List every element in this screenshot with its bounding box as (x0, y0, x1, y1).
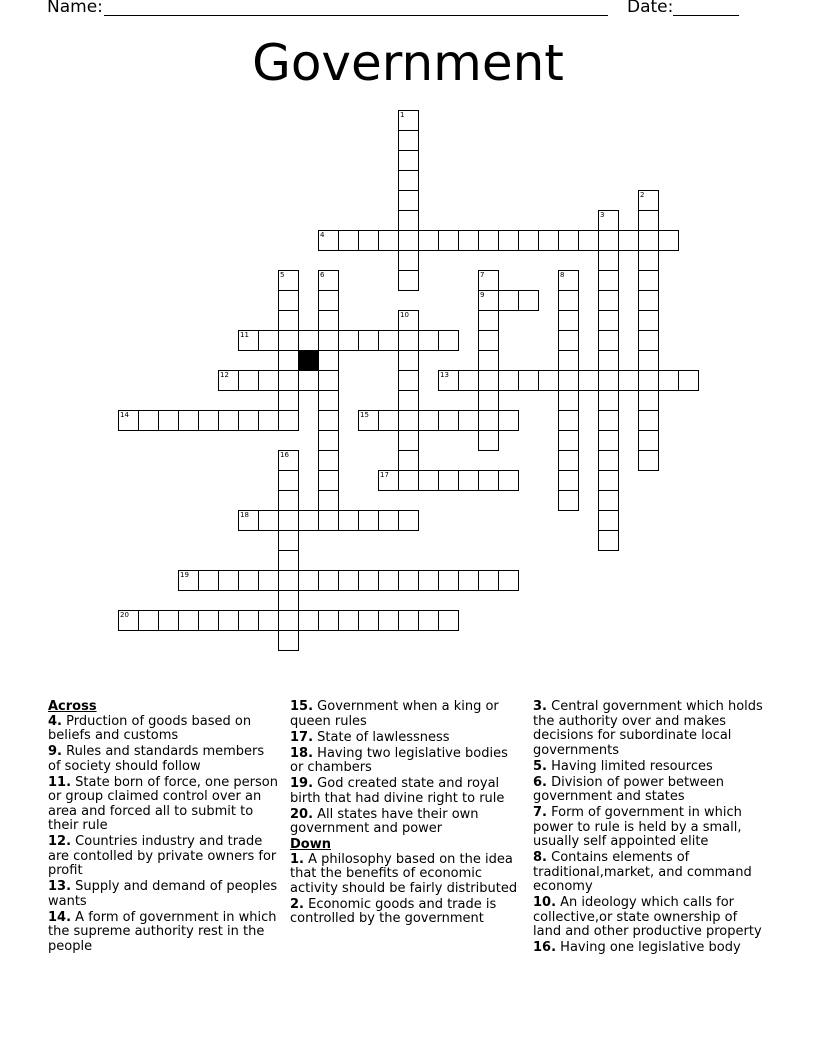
grid-cell[interactable] (438, 610, 459, 631)
grid-cell[interactable] (558, 450, 579, 471)
grid-cell[interactable] (338, 510, 359, 531)
grid-number: 10 (400, 311, 409, 319)
grid-cell[interactable] (498, 470, 519, 491)
grid-cell[interactable] (318, 410, 339, 431)
grid-cell[interactable] (598, 310, 619, 331)
grid-number: 19 (180, 571, 189, 579)
grid-cell[interactable] (458, 410, 479, 431)
grid-cell[interactable] (558, 310, 579, 331)
grid-cell[interactable] (198, 410, 219, 431)
grid-cell[interactable] (278, 470, 299, 491)
grid-cell[interactable] (158, 610, 179, 631)
grid-cell[interactable] (438, 570, 459, 591)
clue-number: 5. (533, 758, 547, 774)
clue-number: 16. (533, 940, 557, 955)
grid-cell[interactable] (598, 450, 619, 471)
grid-cell[interactable] (378, 610, 399, 631)
grid-cell[interactable] (358, 570, 379, 591)
grid-cell[interactable] (598, 230, 619, 251)
clue-text: Contains elements of traditional,market, and command economy (533, 850, 752, 894)
grid-number: 20 (120, 611, 129, 619)
grid-cell[interactable] (318, 310, 339, 331)
grid-cell[interactable] (178, 610, 199, 631)
grid-number: 13 (440, 371, 449, 379)
grid-number: 18 (240, 511, 249, 519)
grid-cell[interactable] (278, 630, 299, 651)
grid-cell[interactable] (558, 350, 579, 371)
clue-text: An ideology which calls for collective,or state ownership of land and other productive property (533, 895, 762, 939)
clue-number: 4. (48, 713, 62, 729)
clue-text: Government when a king or queen rules (290, 699, 499, 729)
grid-cell[interactable] (538, 230, 559, 251)
across-clue (48, 715, 280, 744)
grid-cell[interactable] (238, 370, 259, 391)
grid-cell[interactable] (558, 490, 579, 511)
grid-cell[interactable] (278, 530, 299, 551)
grid-cell[interactable] (638, 390, 659, 411)
grid-cell[interactable] (358, 510, 379, 531)
grid-cell[interactable] (298, 370, 319, 391)
across-clue (290, 700, 522, 729)
grid-cell[interactable] (418, 610, 439, 631)
grid-cell[interactable] (278, 290, 299, 311)
grid-cell[interactable] (398, 150, 419, 171)
grid-cell[interactable] (458, 570, 479, 591)
grid-cell[interactable] (338, 570, 359, 591)
grid-cell[interactable] (318, 610, 339, 631)
grid-cell[interactable] (478, 410, 499, 431)
grid-number: 16 (280, 451, 289, 459)
grid-cell[interactable] (598, 250, 619, 271)
grid-cell[interactable] (538, 370, 559, 391)
grid-cell[interactable] (218, 570, 239, 591)
clue-number: 15. (290, 699, 314, 714)
clue-number: 11. (48, 774, 72, 790)
grid-cell[interactable] (558, 430, 579, 451)
grid-cell[interactable] (138, 610, 159, 631)
across-clue (290, 747, 522, 776)
grid-cell[interactable] (518, 230, 539, 251)
grid-cell[interactable] (558, 470, 579, 491)
grid-cell[interactable] (678, 370, 699, 391)
clue-text: Having limited resources (546, 758, 713, 774)
grid-cell[interactable] (498, 230, 519, 251)
clue-number: 7. (533, 805, 547, 820)
grid-cell[interactable] (578, 370, 599, 391)
grid-cell[interactable] (518, 290, 539, 311)
grid-cell[interactable] (378, 410, 399, 431)
grid-cell[interactable] (498, 570, 519, 591)
grid-number: 2 (640, 191, 645, 199)
grid-cell[interactable] (478, 350, 499, 371)
grid-cell[interactable] (238, 610, 259, 631)
clue-text: Countries industry and trade are contolled by private owners for profit (48, 834, 277, 878)
grid-cell[interactable] (238, 570, 259, 591)
down-clue (533, 851, 765, 895)
clue-number: 1. (290, 851, 304, 867)
grid-cell[interactable] (638, 310, 659, 331)
grid-number: 17 (380, 471, 389, 479)
grid-cell[interactable] (638, 410, 659, 431)
grid-cell[interactable] (258, 570, 279, 591)
grid-cell[interactable] (618, 230, 639, 251)
grid-cell[interactable] (398, 470, 419, 491)
grid-cell[interactable] (338, 330, 359, 351)
grid-cell[interactable] (398, 510, 419, 531)
clue-number: 6. (533, 774, 547, 790)
across-clue (48, 911, 280, 955)
grid-cell[interactable] (358, 330, 379, 351)
grid-cell[interactable] (318, 350, 339, 371)
down-clue (533, 941, 765, 956)
grid-cell[interactable] (358, 230, 379, 251)
grid-cell[interactable] (598, 410, 619, 431)
grid-cell[interactable] (398, 330, 419, 351)
grid-cell[interactable] (558, 390, 579, 411)
grid-cell[interactable] (438, 330, 459, 351)
grid-cell[interactable] (618, 370, 639, 391)
grid-cell[interactable] (298, 510, 319, 531)
grid-cell[interactable] (638, 350, 659, 371)
grid-cell[interactable] (478, 310, 499, 331)
grid-number: 4 (320, 231, 325, 239)
clue-number: 20. (290, 806, 314, 822)
grid-cell[interactable] (278, 350, 299, 371)
grid-cell[interactable] (498, 370, 519, 391)
grid-cell[interactable] (418, 410, 439, 431)
grid-cell[interactable] (598, 510, 619, 531)
grid-number: 8 (560, 271, 565, 279)
grid-cell[interactable] (178, 410, 199, 431)
grid-cell[interactable] (638, 230, 659, 251)
grid-cell[interactable] (598, 530, 619, 551)
grid-cell[interactable] (638, 370, 659, 391)
grid-number: 5 (280, 271, 285, 279)
grid-cell[interactable] (638, 330, 659, 351)
grid-cell[interactable] (218, 410, 239, 431)
grid-cell[interactable] (598, 270, 619, 291)
clue-number: 3. (533, 699, 547, 714)
grid-cell[interactable] (438, 410, 459, 431)
grid-cell[interactable] (258, 610, 279, 631)
grid-cell[interactable] (638, 250, 659, 271)
grid-cell[interactable] (378, 510, 399, 531)
grid-cell[interactable] (278, 490, 299, 511)
clue-text: Central government which holds the authority over and makes decisions for subordinate local governments (533, 699, 763, 758)
grid-cell[interactable] (398, 450, 419, 471)
clues-column-2 (290, 700, 522, 928)
grid-cell[interactable] (398, 190, 419, 211)
grid-cell[interactable] (458, 230, 479, 251)
grid-cell[interactable] (398, 210, 419, 231)
grid-cell[interactable] (318, 390, 339, 411)
grid-cell[interactable] (298, 330, 319, 351)
grid-cell[interactable] (478, 430, 499, 451)
grid-cell[interactable] (398, 350, 419, 371)
grid-cell[interactable] (198, 570, 219, 591)
grid-cell[interactable] (398, 370, 419, 391)
grid-number: 15 (360, 411, 369, 419)
clue-text: Economic goods and trade is controlled by the government (290, 896, 497, 926)
grid-cell[interactable] (498, 410, 519, 431)
clue-text: Rules and standards members of society should follow (48, 744, 265, 774)
grid-cell[interactable] (378, 230, 399, 251)
grid-cell[interactable] (638, 210, 659, 231)
grid-cell[interactable] (658, 230, 679, 251)
grid-cell[interactable] (598, 370, 619, 391)
grid-cell[interactable] (638, 450, 659, 471)
grid-cell[interactable] (398, 570, 419, 591)
grid-cell[interactable] (378, 330, 399, 351)
grid-cell[interactable] (398, 610, 419, 631)
grid-cell[interactable] (398, 130, 419, 151)
grid-cell[interactable] (278, 610, 299, 631)
grid-cell[interactable] (558, 230, 579, 251)
clue-text: Having one legislative body (556, 940, 741, 955)
grid-number: 11 (240, 331, 249, 339)
grid-cell[interactable] (478, 370, 499, 391)
grid-cell[interactable] (318, 290, 339, 311)
grid-cell[interactable] (338, 610, 359, 631)
across-clue (290, 731, 522, 746)
grid-cell[interactable] (398, 390, 419, 411)
grid-cell[interactable] (158, 410, 179, 431)
grid-cell[interactable] (418, 470, 439, 491)
grid-cell[interactable] (478, 470, 499, 491)
down-clue (533, 760, 765, 775)
down-clue (533, 896, 765, 940)
across-clue (48, 776, 280, 834)
grid-cell[interactable] (398, 170, 419, 191)
clue-text: Prduction of goods based on beliefs and customs (48, 713, 252, 743)
across-clue (48, 880, 280, 909)
grid-cell[interactable] (318, 370, 339, 391)
across-clue (290, 777, 522, 806)
grid-cell[interactable] (558, 370, 579, 391)
clues-column-1 (48, 700, 280, 956)
clue-text: State born of force, one person or group claimed control over an area and forced all to submit to their rule (48, 774, 278, 833)
grid-cell[interactable] (398, 430, 419, 451)
grid-cell[interactable] (578, 230, 599, 251)
grid-cell[interactable] (598, 430, 619, 451)
across-clue (48, 745, 280, 774)
grid-cell[interactable] (498, 290, 519, 311)
grid-cell[interactable] (318, 570, 339, 591)
across-clue (48, 835, 280, 879)
grid-cell[interactable] (258, 510, 279, 531)
grid-cell[interactable] (298, 570, 319, 591)
down-clue (290, 898, 522, 927)
grid-cell[interactable] (378, 570, 399, 591)
down-clue (533, 700, 765, 758)
grid-cell[interactable] (218, 610, 239, 631)
grid-cell[interactable] (418, 330, 439, 351)
grid-cell[interactable] (438, 230, 459, 251)
grid-cell[interactable] (198, 610, 219, 631)
grid-cell[interactable] (278, 570, 299, 591)
grid-cell[interactable] (458, 470, 479, 491)
grid-cell[interactable] (298, 610, 319, 631)
grid-cell[interactable] (398, 230, 419, 251)
grid-cell[interactable] (278, 510, 299, 531)
grid-cell[interactable] (418, 570, 439, 591)
across-heading: Across (48, 699, 97, 714)
grid-cell[interactable] (278, 370, 299, 391)
grid-cell[interactable] (398, 410, 419, 431)
grid-number: 1 (400, 111, 405, 119)
grid-cell[interactable] (598, 390, 619, 411)
clue-text: A form of government in which the supreme authority rest in the people (48, 909, 277, 954)
grid-cell[interactable] (278, 550, 299, 571)
grid-cell[interactable] (478, 230, 499, 251)
clue-text: Division of power between government and states (533, 774, 724, 804)
grid-cell[interactable] (278, 330, 299, 351)
grid-cell[interactable] (478, 570, 499, 591)
grid-cell[interactable] (478, 330, 499, 351)
grid-cell[interactable] (438, 470, 459, 491)
grid-cell[interactable] (278, 310, 299, 331)
clue-number: 10. (533, 895, 557, 910)
grid-cell[interactable] (318, 510, 339, 531)
clue-number: 19. (290, 776, 314, 791)
down-clue (533, 806, 765, 850)
puzzle-title: Government (252, 34, 564, 92)
clue-number: 14. (48, 909, 72, 925)
grid-cell[interactable] (358, 610, 379, 631)
clues-column-3 (533, 700, 765, 957)
down-clue (533, 776, 765, 805)
grid-number: 7 (480, 271, 485, 279)
grid-cell[interactable] (658, 370, 679, 391)
clue-text: All states have their own government and power (290, 806, 479, 836)
clue-text: Form of government in which power to rule is held by a small, usually self appointed elite (533, 805, 742, 849)
grid-cell[interactable] (258, 330, 279, 351)
name-label: Name: (47, 0, 103, 17)
grid-cell[interactable] (558, 290, 579, 311)
grid-cell[interactable] (418, 230, 439, 251)
grid-cell[interactable] (318, 450, 339, 471)
grid-number: 9 (480, 291, 485, 299)
grid-cell[interactable] (238, 410, 259, 431)
clue-number: 18. (290, 745, 314, 761)
grid-cell[interactable] (458, 370, 479, 391)
clue-number: 13. (48, 879, 72, 894)
grid-cell[interactable] (558, 330, 579, 351)
down-heading: Down (290, 837, 331, 852)
grid-cell[interactable] (398, 270, 419, 291)
grid-cell[interactable] (278, 590, 299, 611)
grid-number: 14 (120, 411, 129, 419)
clue-text: God created state and royal birth that had divine right to rule (290, 776, 505, 806)
clue-number: 2. (290, 896, 304, 912)
grid-cell[interactable] (258, 410, 279, 431)
grid-cell[interactable] (598, 490, 619, 511)
clue-text: Supply and demand of peoples wants (48, 879, 278, 909)
grid-cell[interactable] (638, 270, 659, 291)
grid-block (298, 350, 319, 371)
across-clue (290, 808, 522, 837)
grid-cell[interactable] (398, 250, 419, 271)
grid-cell[interactable] (318, 330, 339, 351)
clue-number: 8. (533, 850, 547, 865)
grid-cell[interactable] (318, 490, 339, 511)
grid-cell[interactable] (318, 470, 339, 491)
down-clue (290, 853, 522, 897)
grid-cell[interactable] (318, 430, 339, 451)
date-label: Date: (627, 0, 674, 17)
grid-cell[interactable] (258, 370, 279, 391)
clue-text: A philosophy based on the idea that the benefits of economic activity should be fairly distributed (290, 851, 518, 896)
grid-cell[interactable] (478, 390, 499, 411)
grid-cell[interactable] (278, 410, 299, 431)
clue-number: 9. (48, 744, 62, 759)
clue-text: Having two legislative bodies or chambers (290, 745, 508, 775)
grid-number: 12 (220, 371, 229, 379)
grid-cell[interactable] (638, 290, 659, 311)
grid-cell[interactable] (598, 350, 619, 371)
clue-number: 12. (48, 834, 72, 849)
grid-cell[interactable] (518, 370, 539, 391)
grid-cell[interactable] (558, 410, 579, 431)
grid-cell[interactable] (338, 230, 359, 251)
clue-number: 17. (290, 729, 314, 745)
grid-cell[interactable] (138, 410, 159, 431)
clue-text: State of lawlessness (313, 729, 450, 745)
grid-cell[interactable] (638, 430, 659, 451)
grid-cell[interactable] (598, 330, 619, 351)
grid-cell[interactable] (598, 290, 619, 311)
grid-number: 3 (600, 211, 605, 219)
grid-cell[interactable] (598, 470, 619, 491)
grid-number: 6 (320, 271, 325, 279)
grid-cell[interactable] (278, 390, 299, 411)
